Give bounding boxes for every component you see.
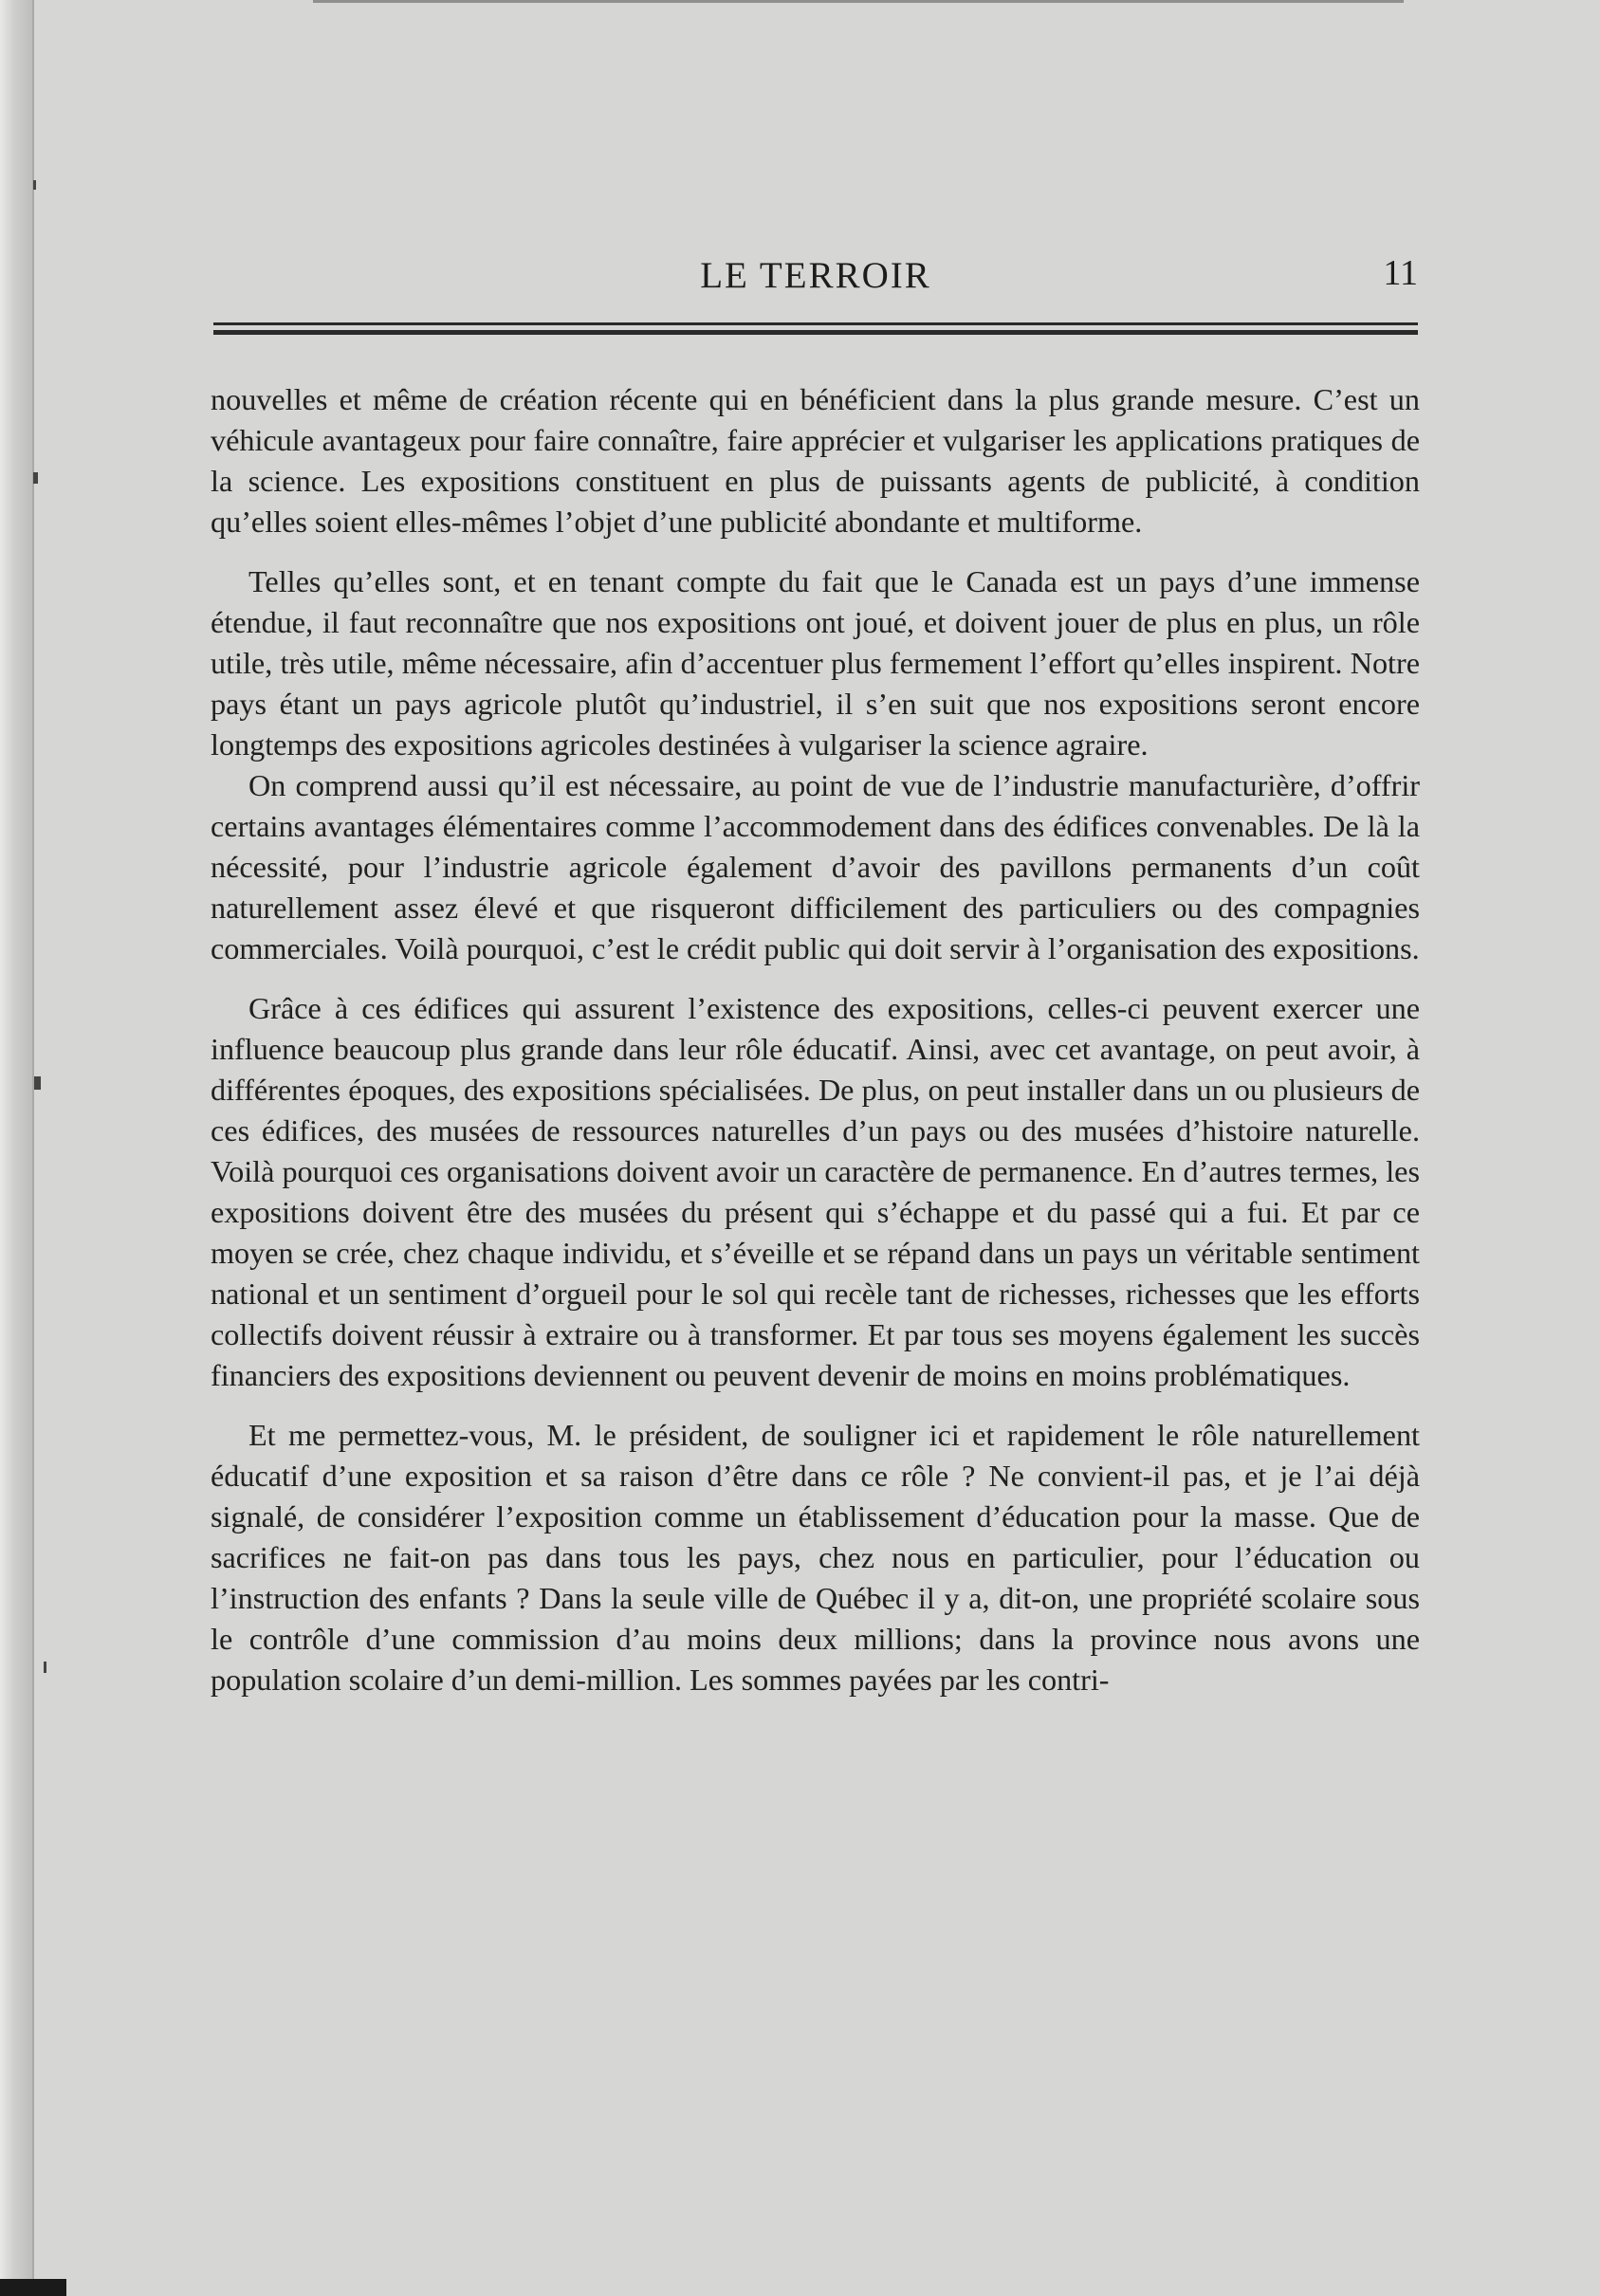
page-gutter [0,0,34,2296]
scan-edge-shadow [0,2279,66,2296]
header-rule-thin [213,322,1418,325]
paragraph: nouvelles et même de création récente qui en bénéficient dans la plus grande mesure. C’est un véhicule avantageux pour faire connaître, faire apprécier et vulgariser les applications pratiques de la science. Les expositions constituent en plus de puissants agents de publicité, à condition qu’elles soient elles-mêmes l’objet d’une publicité abondante et multiforme. [211,382,1420,539]
margin-mark [33,472,38,484]
margin-mark [33,180,36,190]
top-edge-line [313,0,1404,3]
paragraph: Et me permettez-vous, M. le président, de souligner ici et rapidement le rôle naturellement éducatif d’une exposition et sa raison d’être dans ce rôle ? Ne convient-il pas, et je l’ai déjà signalé, de considérer l’exposition comme un établissement d’éducation pour la masse. Que de sacrifices ne fait-on pas dans tous les pays, chez nous en particulier, pour l’éducation ou l’instruction des enfants ? Dans la seule ville de Québec il y a, dit-on, une propriété scolaire sous le contrôle d’une commission d’au moins deux millions; dans la province nous avons une population scolaire d’un demi-million. Les sommes payées par les contri- [211,1418,1420,1697]
margin-mark [34,1076,41,1090]
paragraph: Grâce à ces édifices qui assurent l’existence des expositions, celles-ci peuvent exercer une influence beaucoup plus grande dans leur rôle éducatif. Ainsi, avec cet avantage, on peut avoir, à différentes époques, des expositions spécialisées. De plus, on peut installer dans un ou plusieurs de ces édifices, des musées de ressources naturelles d’un pays ou des musées d’histoire naturelle. Voilà pourquoi ces organisations doivent avoir un caractère de permanence. En d’autres termes, les expositions doivent être des musées du présent qui s’échappe et du passé qui a fui. Et par ce moyen se crée, chez chaque individu, et s’éveille et se répand dans un pays un véritable sentiment national et un sentiment d’orgueil pour le sol qui recèle tant de richesses, richesses que les efforts collectifs doivent réussir à extraire ou à transformer. Et par tous ses moyens également les succès financiers des expositions deviennent ou peuvent devenir de moins en moins problématiques. [211,991,1420,1392]
page-number: 11 [1383,253,1418,293]
header-rule-thick [213,330,1418,335]
paragraph: Telles qu’elles sont, et en tenant compte du fait que le Canada est un pays d’une immense étendue, il faut reconnaître que nos expositions ont joué, et doivent jouer de plus en plus, un rôle utile, très utile, même nécessaire, afin d’accentuer plus fermement l’effort qu’elles inspirent. Notre pays étant un pays agricole plutôt qu’industriel, il s’en suit que nos expositions seront encore longtemps des expositions agricoles destinées à vulgariser la science agraire. [211,564,1420,762]
page-header [213,254,1418,311]
paragraph: On comprend aussi qu’il est nécessaire, au point de vue de l’industrie manufacturière, d’offrir certains avantages élémentaires comme l’accommodement dans des édifices convenables. De là la nécessité, pour l’industrie agricole également d’avoir des pavillons permanents d’un coût naturellement assez élevé et que risqueront difficilement des particuliers ou des compagnies commerciales. Voilà pourquoi, c’est le crédit public qui doit servir à l’organisation des expositions. [211,768,1420,965]
running-title: LE TERROIR [700,255,931,296]
margin-mark [44,1662,46,1673]
body-text [211,379,1420,1719]
